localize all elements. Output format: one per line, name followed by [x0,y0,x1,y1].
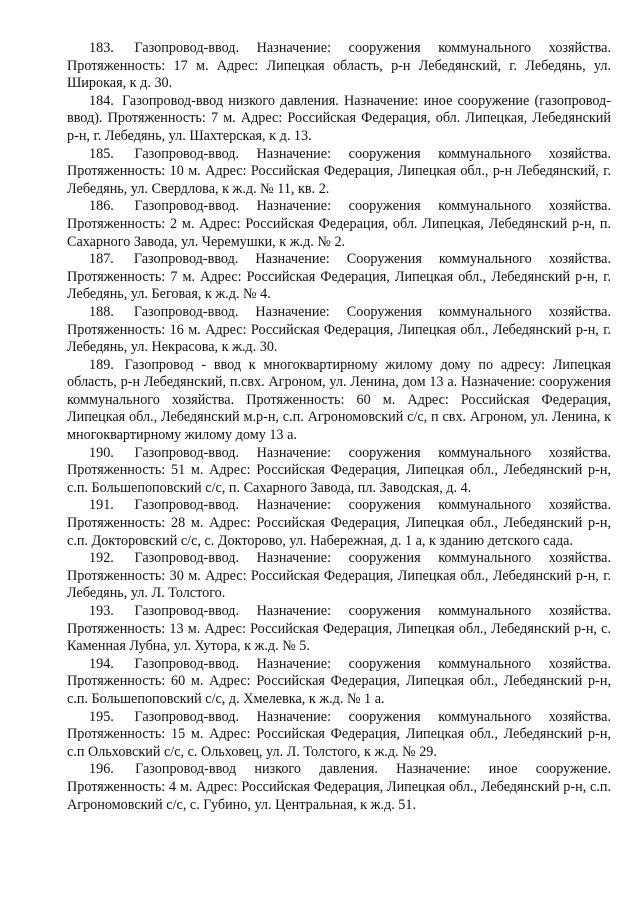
list-item [67,445,611,498]
list-item [67,709,611,762]
list-item [67,656,611,709]
item-text: Газопровод-ввод. Назначение: сооружения коммунального хозяйства. Протяженность: 51 м. Адрес: Российская Федерация, Липецкая обл., Лебедянский р-н, с.п. Большепоповский с/с, п. Сахарного Завода, пл. Заводская, д. 4. [67,444,612,496]
item-text: Газопровод-ввод низкого давления. Назначение: иное сооружение. Протяженность: 4 м. Адрес: Российская Федерация, Липецкая обл., Лебедянский р-н, с.п. Агрономовский с/с, с. Губино, ул. Центральная, к ж.д. 51. [67,761,612,813]
item-number: 191. [89,497,114,514]
item-number: 186. [89,198,114,215]
item-number: 192. [89,550,114,567]
item-number: 188. [89,303,114,320]
item-text: Газопровод-ввод. Назначение: сооружения коммунального хозяйства. Протяженность: 10 м. Адрес: Российская Федерация, Липецкая обл., р-н Лебедянский, г. Лебедянь, ул. Свердлова, к ж.д. № 11, кв. 2. [67,145,612,197]
item-number: 195. [89,708,114,725]
list-item [67,603,611,656]
item-number: 194. [89,655,114,672]
item-text: Газопровод-ввод. Назначение: сооружения коммунального хозяйства. Протяженность: 28 м. Адрес: Российская Федерация, Липецкая обл., Лебедянский р-н, с.п. Докторовский с/с, с. Докторово, ул. Набережная, д. 1 а, к зданию детского сада. [67,497,612,549]
item-text: Газопровод-ввод. Назначение: сооружения коммунального хозяйства. Протяженность: 60 м. Адрес: Российская Федерация, Липецкая обл., Лебедянский р-н, с.п. Большепоповский с/с, д. Хмелевка, к ж.д. № 1 а. [67,655,612,707]
list-item [67,497,611,550]
document-page [67,40,611,814]
item-text: Газопровод-ввод. Назначение: сооружения коммунального хозяйства. Протяженность: 30 м. Адрес: Российская Федерация, Липецкая обл., Лебедянский р-н, г. Лебедянь, ул. Л. Толстого. [67,550,612,602]
item-text: Газопровод-ввод. Назначение: сооружения коммунального хозяйства. Протяженность: 17 м. Адрес: Липецкая область, р-н Лебедянский, г. Лебедянь, ул. Широкая, к д. 30. [67,40,612,92]
list-item [67,146,611,199]
list-item [67,304,611,357]
item-text: Газопровод - ввод к многоквартирному жилому дому по адресу: Липецкая область, р-н Лебедянский, п.свх. Агроном, ул. Ленина, дом 13 а. Назначение: сооружения коммунального хозяйства. Протяженность: 60 м. Адрес: Российская Федерация, Липецкая обл., Лебедянский м.р-н, с.п. Агрономовский с/с, п свх. Агроном, ул. Ленина, к многоквартирному жилому дому 13 а. [67,356,611,444]
item-text: Газопровод-ввод низкого давления. Назначение: иное сооружение (газопровод-ввод). Протяженность: 7 м. Адрес: Российская Федерация, обл. Липецкая, Лебедянский р-н, г. Лебедянь, ул. Шахтерская, к д. 13. [67,92,612,144]
item-text: Газопровод-ввод. Назначение: Сооружения коммунального хозяйства. Протяженность: 7 м. Адрес: Российская Федерация, Липецкая обл., Лебедянский р-н, г. Лебедянь, ул. Беговая, к ж.д. № 4. [67,251,611,303]
item-text: Газопровод-ввод. Назначение: сооружения коммунального хозяйства. Протяженность: 13 м. Адрес: Российская Федерация, Липецкая обл., Лебедянский р-н, с. Каменная Лубна, ул. Хутора, к ж.д. № 5. [67,603,612,655]
item-number: 187. [89,251,114,268]
list-item [67,93,611,146]
item-number: 183. [89,40,114,56]
item-number: 193. [89,603,114,619]
item-text: Газопровод-ввод. Назначение: Сооружения коммунального хозяйства. Протяженность: 16 м. Адрес: Российская Федерация, Липецкая обл., Лебедянский р-н, г. Лебедянь, ул. Некрасова, к ж.д. 30. [67,303,611,356]
item-number: 190. [89,444,114,461]
item-number: 185. [89,145,114,162]
list-item [67,40,611,93]
list-item [67,550,611,603]
list-item [67,357,611,445]
item-number: 184. [89,92,114,109]
list-item [67,251,611,304]
list-item [67,198,611,251]
list-item [67,761,611,814]
item-text: Газопровод-ввод. Назначение: сооружения коммунального хозяйства. Протяженность: 2 м. Адрес: Российская Федерация, обл. Липецкая, Лебедянский р-н, п. Сахарного Завода, ул. Черемушки, к ж.д. № 2. [67,198,612,250]
item-number: 196. [89,761,114,778]
item-text: Газопровод-ввод. Назначение: сооружения коммунального хозяйства. Протяженность: 15 м. Адрес: Российская Федерация, Липецкая обл., Лебедянский р-н, с.п Ольховский с/с, с. Ольховец, ул. Л. Толстого, к ж.д. № 29. [67,708,612,760]
item-number: 189. [89,356,114,373]
